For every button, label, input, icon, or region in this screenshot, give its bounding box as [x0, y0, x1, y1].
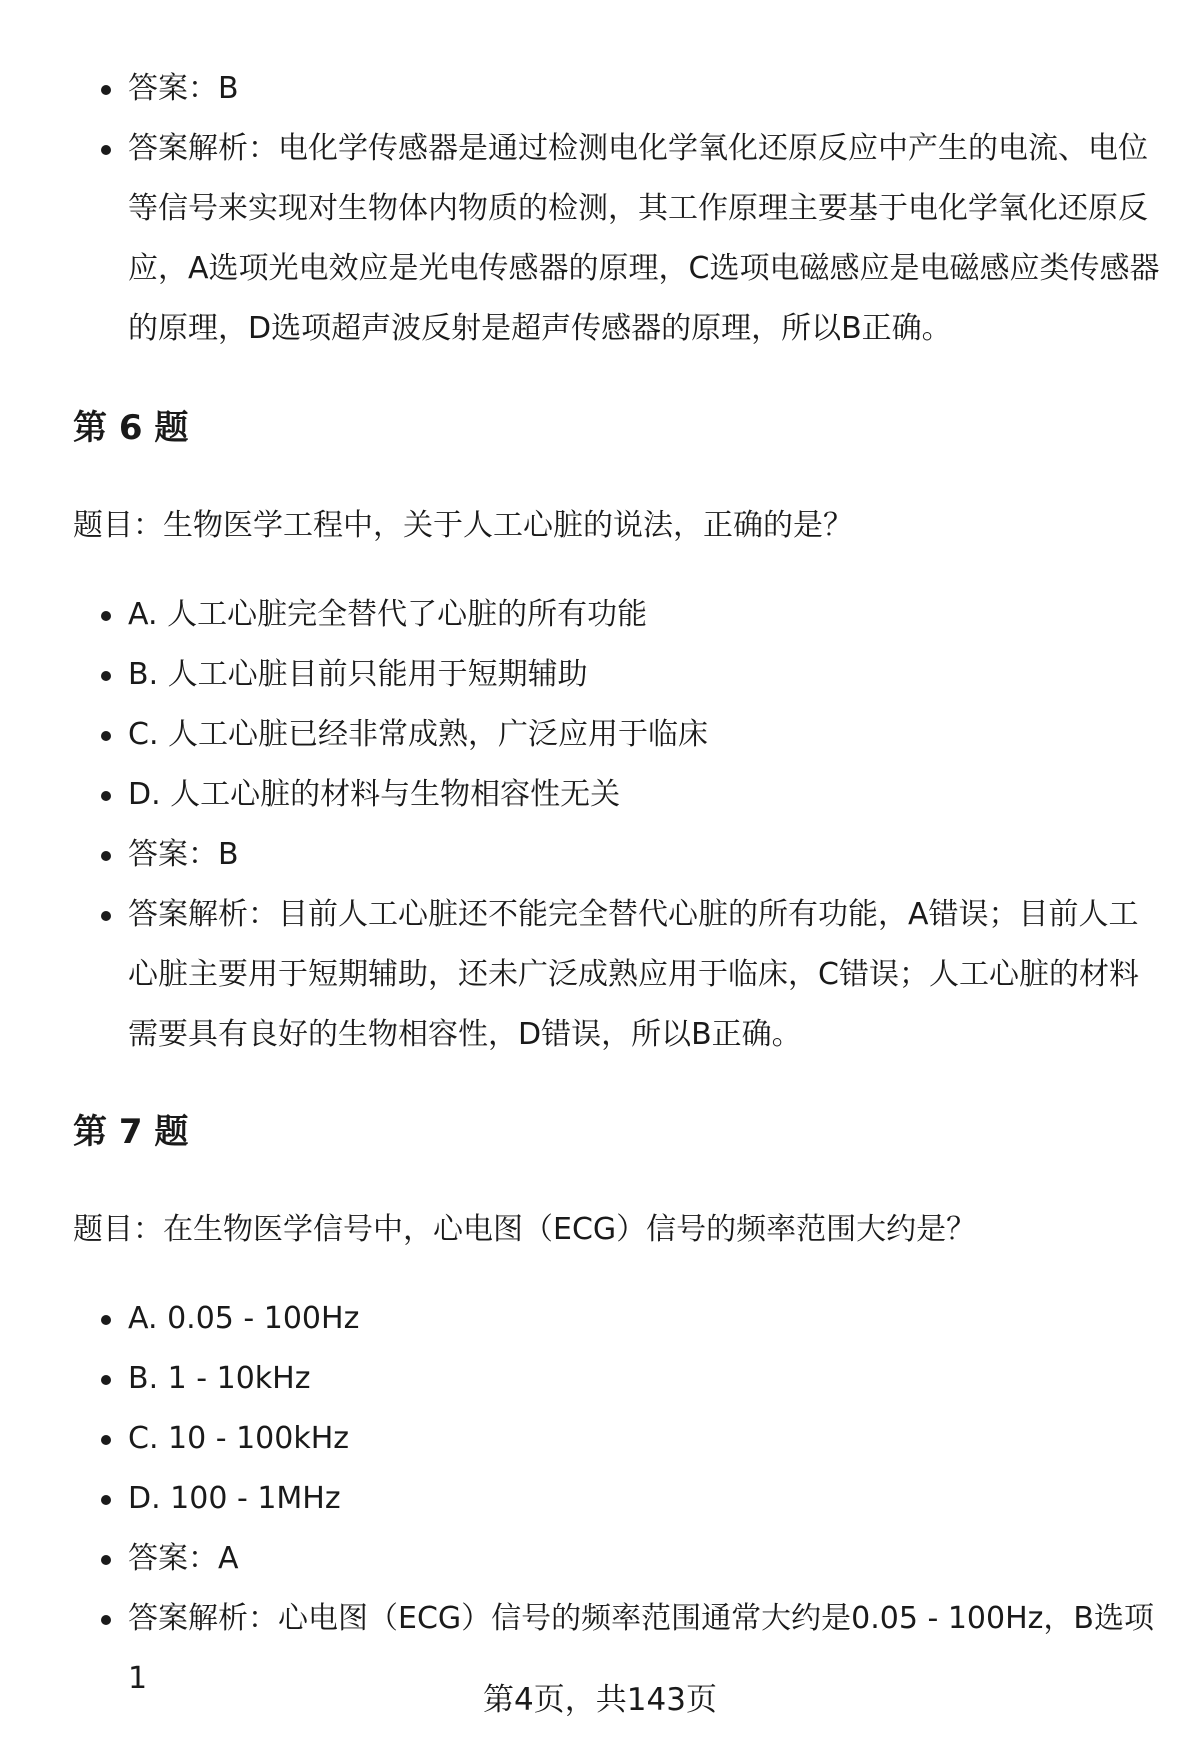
- q7-answer: 答案：A: [0, 1529, 1200, 1589]
- question-6-items: [0, 585, 1200, 1065]
- q7-option-d: D. 100 - 1MHz: [0, 1469, 1200, 1529]
- q7-explanation: 答案解析：心电图（ECG）信号的频率范围通常大约是0.05 - 100Hz，B选项1: [0, 1589, 1200, 1709]
- q7-option-c: C. 10 - 100kHz: [0, 1409, 1200, 1469]
- question-7-items: [0, 1289, 1200, 1709]
- question-6-heading: 第 6 题: [73, 408, 189, 448]
- q5-answer: 答案：B: [0, 59, 1200, 119]
- q7-option-b: B. 1 - 10kHz: [0, 1349, 1200, 1409]
- q6-explanation: 答案解析：目前人工心脏还不能完全替代心脏的所有功能，A错误；目前人工心脏主要用于短期辅助，还未广泛成熟应用于临床，C错误；人工心脏的材料需要具有良好的生物相容性，D错误，所以B正确。: [0, 885, 1200, 1065]
- q5-tail: [0, 59, 1200, 359]
- q6-option-c: C. 人工心脏已经非常成熟，广泛应用于临床: [0, 705, 1200, 765]
- page-number: 第4页，共143页: [483, 1682, 717, 1718]
- question-7-stem: 题目：在生物医学信号中，心电图（ECG）信号的频率范围大约是？: [73, 1212, 977, 1247]
- q6-option-b: B. 人工心脏目前只能用于短期辅助: [0, 645, 1200, 705]
- q5-explanation: 答案解析：电化学传感器是通过检测电化学氧化还原反应中产生的电流、电位等信号来实现对生物体内物质的检测，其工作原理主要基于电化学氧化还原反应，A选项光电效应是光电传感器的原理，C选项电磁感应是电磁感应类传感器的原理，D选项超声波反射是超声传感器的原理，所以B正确。: [0, 119, 1200, 359]
- question-7-heading: 第 7 题: [73, 1112, 189, 1152]
- q6-answer: 答案：B: [0, 825, 1200, 885]
- q6-option-d: D. 人工心脏的材料与生物相容性无关: [0, 765, 1200, 825]
- q7-option-a: A. 0.05 - 100Hz: [0, 1289, 1200, 1349]
- q6-option-a: A. 人工心脏完全替代了心脏的所有功能: [0, 585, 1200, 645]
- question-6-stem: 题目：生物医学工程中，关于人工心脏的说法，正确的是？: [73, 508, 853, 543]
